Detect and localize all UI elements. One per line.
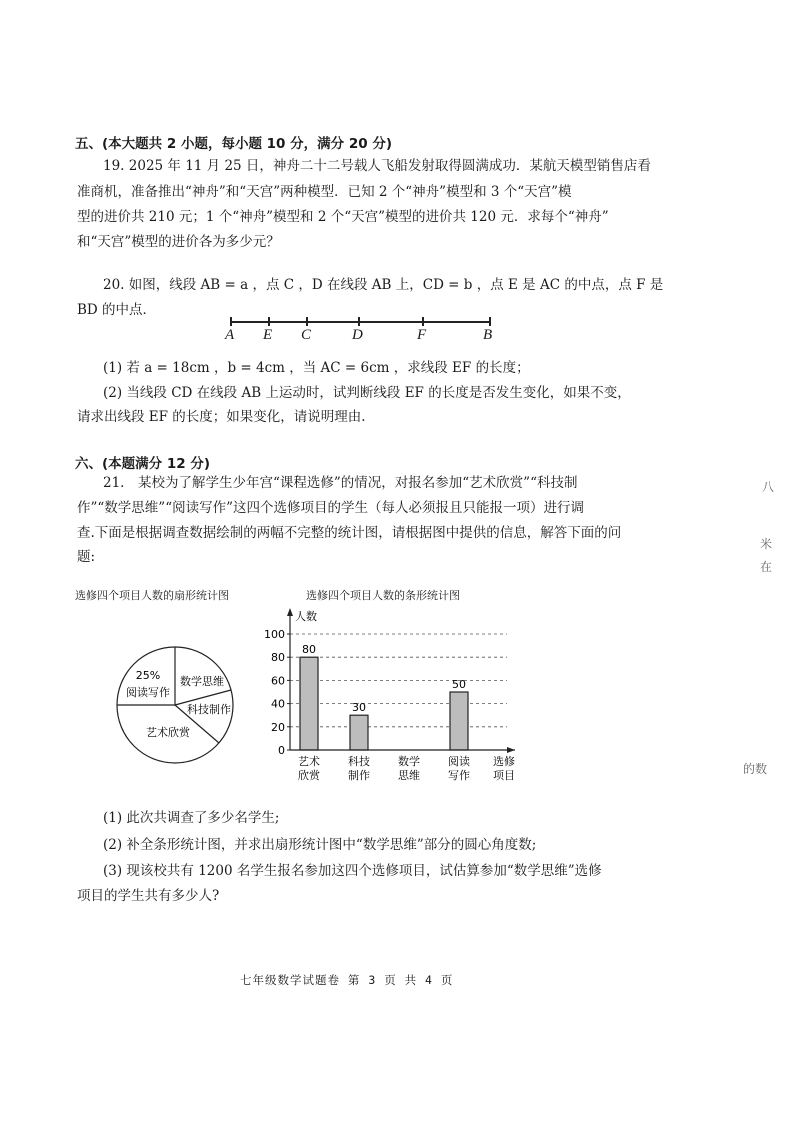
- y-tick-label-40: 40: [271, 697, 285, 711]
- q21-line-2: 作”“数学思维”“阅读写作”这四个选修项目的学生（每人必须报且只能报一项）进行调: [77, 500, 585, 516]
- label-E: E: [263, 327, 273, 343]
- category-label-1-0: 科技: [348, 755, 370, 768]
- bar-3: [450, 692, 468, 750]
- tick-E: [268, 317, 270, 326]
- x-axis-label-1: 项目: [493, 769, 515, 782]
- q21-line-1: 21. 某校为了解学生少年宫“课程选修”的情况，对报名参加“艺术欣赏”“科技制: [103, 475, 578, 491]
- edge-fragment-4: 的数: [743, 762, 768, 776]
- y-tick-label-0: 0: [278, 744, 285, 757]
- y-tick-label-60: 60: [271, 674, 285, 688]
- q20-part2-line2: 请求出线段 EF 的长度；如果变化，请说明理由.: [77, 409, 366, 425]
- category-label-0-0: 艺术: [298, 755, 320, 768]
- category-label-3-0: 阅读: [448, 755, 470, 768]
- q19-line-2: 准商机，准备推出“神舟”和“天宫”两种模型．已知 2 个“神舟”模型和 3 个“天宫”模: [77, 184, 572, 200]
- section6-heading: 六、(本题满分 12 分): [75, 456, 211, 472]
- bar-value-label-1: 30: [352, 701, 366, 715]
- bar-1: [350, 715, 368, 750]
- pie-reading-percent: 25%: [135, 669, 161, 682]
- pie-label-reading: 阅读写作: [126, 686, 170, 699]
- label-B: B: [483, 327, 493, 343]
- tick-F: [422, 317, 424, 326]
- q21-line-4: 题:: [77, 549, 96, 565]
- segment-diagram: [225, 318, 495, 348]
- bar-y-arrow: [287, 608, 293, 616]
- category-label-0-1: 欣赏: [298, 769, 320, 782]
- y-tick-label-20: 20: [271, 720, 285, 734]
- pie-label-tech: 科技制作: [187, 703, 231, 716]
- q20-part2-line1: (2) 当线段 CD 在线段 AB 上运动时，试判断线段 EF 的长度是否发生变化，如果不变，: [103, 385, 631, 401]
- category-label-2-1: 思维: [398, 769, 420, 782]
- edge-fragment-2: 米: [760, 537, 773, 551]
- q19-line-3: 型的进价共 210 元；1 个“神舟”模型和 2 个“天宫”模型的进价共 120 元．求每个“神舟”: [77, 209, 609, 225]
- y-tick-label-100: 100: [264, 628, 285, 641]
- tick-D: [358, 317, 360, 326]
- q19-line-4: 和“天宫”模型的进价各为多少元？: [77, 234, 280, 250]
- q19-line-1: 19. 2025 年 11 月 25 日，神舟二十二号载人飞船发射取得圆满成功．某航天模型销售店看: [103, 158, 651, 174]
- q21-part3-line1: (3) 现该校共有 1200 名学生报名参加这四个选修项目，试估算参加“数学思维”选修: [103, 863, 602, 879]
- bar-value-label-3: 50: [452, 678, 466, 691]
- bar-value-label-0: 80: [302, 643, 316, 657]
- label-F: F: [417, 327, 427, 343]
- y-tick-label-80: 80: [271, 651, 285, 665]
- q21-line-3: 查.下面是根据调查数据绘制的两幅不完整的统计图，请根据图中提供的信息，解答下面的问: [77, 525, 622, 541]
- pie-label-art: 艺术欣赏: [146, 726, 190, 739]
- label-C: C: [301, 327, 312, 343]
- pie-chart-title: 选修四个项目人数的扇形统计图: [75, 589, 229, 602]
- bar-chart: [260, 604, 525, 789]
- category-label-2-0: 数学: [398, 755, 420, 768]
- bar-chart-title: 选修四个项目人数的条形统计图: [306, 589, 460, 602]
- q21-part1: (1) 此次共调查了多少名学生;: [103, 810, 280, 826]
- bar-0: [300, 657, 318, 750]
- q20-line-1: 20. 如图，线段 AB = a ，点 C ，D 在线段 AB 上，CD = b ，点 E 是 AC 的中点，点 F 是: [103, 277, 664, 293]
- bar-x-arrow: [507, 747, 515, 753]
- x-axis-label-0: 选修: [493, 755, 515, 768]
- q20-line-2: BD 的中点．: [77, 302, 157, 318]
- q20-part1: (1) 若 a = 18cm ，b = 4cm ，当 AC = 6cm ，求线段 EF 的长度；: [103, 360, 530, 376]
- q21-part3-line2: 项目的学生共有多少人?: [77, 888, 220, 904]
- category-label-1-1: 制作: [348, 769, 370, 782]
- tick-B: [489, 317, 491, 326]
- section5-heading: 五、(本大题共 2 小题，每小题 10 分，满分 20 分): [75, 136, 393, 152]
- pie-label-math: 数学思维: [180, 675, 224, 688]
- page-footer: 七年级数学试题卷 第 3 页 共 4 页: [240, 973, 454, 987]
- tick-A: [230, 317, 232, 326]
- q21-part2: (2) 补全条形统计图，并求出扇形统计图中“数学思维”部分的圆心角度数;: [103, 837, 537, 853]
- label-A: A: [225, 327, 235, 343]
- edge-fragment-1: 八: [762, 480, 775, 494]
- tick-C: [306, 317, 308, 326]
- edge-fragment-3: 在: [760, 560, 773, 574]
- pie-chart: [110, 640, 250, 780]
- label-D: D: [352, 327, 363, 343]
- bar-y-axis-label: 人数: [295, 610, 317, 623]
- category-label-3-1: 写作: [448, 769, 470, 782]
